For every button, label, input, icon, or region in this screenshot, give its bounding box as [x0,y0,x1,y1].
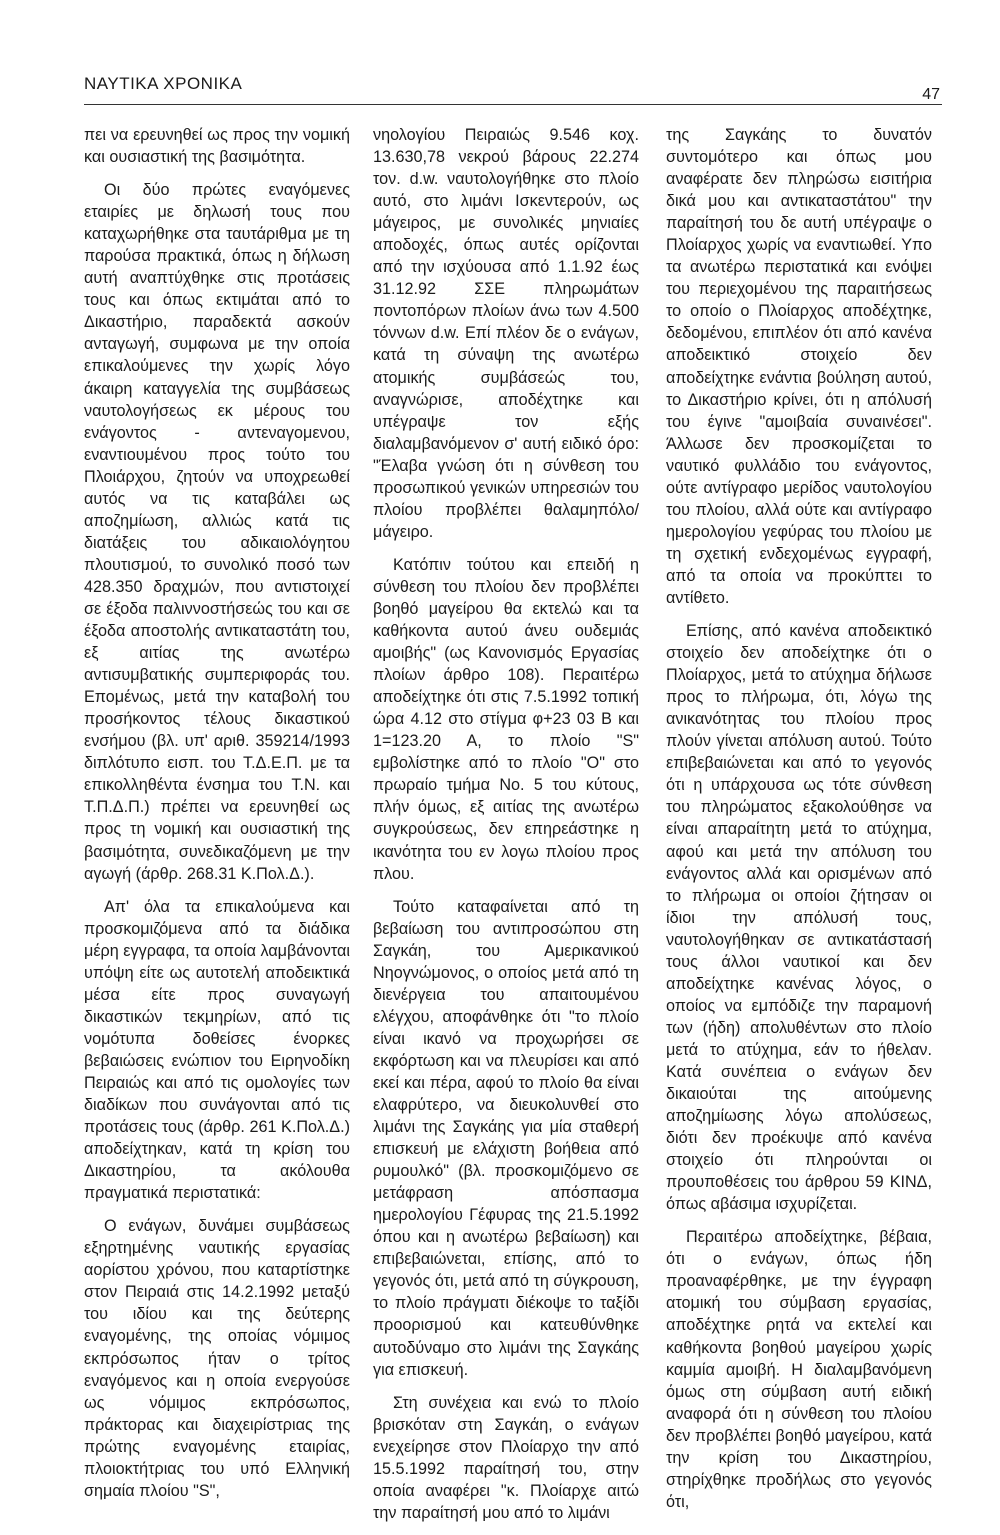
text-column-3 [666,124,932,1524]
text-column-1 [84,124,350,1513]
text-column-2 [373,124,639,1535]
running-head: ΝΑΥΤΙΚΑ ΧΡΟΝΙΚΑ [84,74,243,93]
paragraph: Επίσης, από κανένα αποδεικτικό στοιχείο δεν αποδείχτηκε ότι ο Πλοίαρχος, μετά το ατύχημα δήλωσε προς το πλήρωμα, ότι, λόγω της ανικανότητας του πλοίου προς πλούν γίνεται απόλυση αυτού. Τούτο επιβεβαιώνεται και από το γεγονός ότι η υπάρχουσα ως τότε σύνθεση του πληρώματος εξακολούθησε να είναι απαραίτητη μετά το ατύχημα, αφού και μετά την απόλυση του ενάγοντος αλλά και ορισμένων από το πλήρωμα οι οποίοι ζήτησαν οι ίδιοι την απόλυσή τους, ναυτολογήθηκαν σε αντικατάστασή τους άλλοι ναυτικοί και δεν αποδείχτηκε κανένας λόγος, ο οποίος να εμπόδιζε την παραμονή των (ήδη) απολυθέντων στο πλοίο μετά το ατύχημα, εάν το ήθελαν. Κατά συνέπεια ο ενάγων δεν δικαιούται της αιτούμενης αποζημίωσης λόγω απολύσεως, διότι δεν προέκυψε από κανένα στοιχείο ότι πληρούνται οι προυποθέσεις του άρθρου 59 ΚΙΝΔ, όπως αβάσιμα ισχυρίζεται. [666,622,932,1214]
paragraph: της Σαγκάης το δυνατόν συντομότερο και όπως μου αναφέρατε δεν πληρώσω εισιτήρια δικά μου και αντικαταστάτου" την παραίτησή του δε αυτή υπέγραψε ο Πλοίαρχος χωρίς να εναντιωθεί. Υπο τα ανωτέρω περιστατικά και ενόψει του περιεχομένου της παραιτήσεως το οποίο ο Πλοίαρχος αποδέχτηκε, δεδομένου, επιπλέον ότι από κανένα αποδεικτικό στοιχείο δεν αποδείχτηκε ενάντια βούληση αυτού, το Δικαστήριο κρίνει, ότι η απόλυσή του έγινε "αμοιβαία συναινέσει". Άλλωσε δεν προσκομίζεται το ναυτικό φυλλάδιο του ενάγοντος, ούτε αντίγραφο μερίδος ναυτολογίου του πλοίου, αλλά ούτε και αντίγραφο ημερολογίου γεφύρας του πλοίου με τη σχετική ενδεχομένως εγγραφή, από τα οποία να προκύπτει το αντίθετο. [666,126,932,607]
paragraph: Κατόπιν τούτου και επειδή η σύνθεση του πλοίου δεν προβλέπει βοηθό μαγείρου θα εκτελώ και τα καθήκοντα αυτού άνευ ουδεμιάς αμοιβής" (ως Κανονισμός Εργασίας πλοίων άρθρο 108). Περαιτέρω αποδείχτηκε ότι στις 7.5.1992 τοπική ώρα 4.12 στο στίγμα φ+23 03 Β και 1=123.20 Α, το πλοίο "S" εμβολίστηκε από το πλοίο "Ο" στο πρωραίο τμήμα No. 5 του κύτους, πλήν όμως, εξ αιτίας της ανωτέρω συγκρούσεως, δεν επηρεάστηκε η ικανότητα του εν λογω πλοίου προς πλου. [373,555,639,883]
paragraph: Απ' όλα τα επικαλούμενα και προσκομιζόμενα από τα διάδικα μέρη εγγραφα, τα οποία λαμβάνονται υπόψη είτε ως αυτοτελή αποδεικτικά μέσα είτε προς συναγωγή δικαστικών τεκμηρίων, από τις νομότυπα δοθείσες ένορκες βεβαιώσεις ενώπιον του Ειρηνοδίκη Πειραιώς και από τις ομολογίες των διαδίκων που συνάγονται από τις προτάσεις τους (άρθρ. 261 Κ.Πολ.Δ.) αποδείχτηκαν, κατά τη κρίση του Δικαστηρίου, τα ακόλουθα πραγματικά περιστατικά: [84,897,350,1203]
page-number: 47 [922,86,940,103]
paragraph: Οι δύο πρώτες εναγόμενες εταιρίες με δηλωσή τους που καταχωρήθηκε στα ταυτάριθμα με τη παρούσα πρακτικά, όπως η δήλωση αυτή αναπτύχθηκε στις προτάσεις τους και όπως εκτιμάται από το Δικαστήριο, παραδεκτά ασκούν ανταγωγή, συμφωνα με την οποία επικαλούμενες την χωρίς λόγο άκαιρη καταγγελία της συμβάσεως ναυτολογήσεως εκ μέρους του ενάγοντος - αντεναγομενου, εναντιουμένου προς τούτο του Πλοιάρχου, ζητούν να υποχρεωθεί αυτός να τις καταβάλει ως αποζημίωση, αλλιώς κατά τις διατάξεις του αδικαιολόγητου πλουτισμού, το συνολικό ποσό των 428.350 δραχμών, που αντιστοιχεί σε έξοδα παλιννοστήσεώς του και σε έξοδα αποστολής αντικαταστάτη του, εξ αιτίας της ανωτέρω αντισυμβατικής συμπεριφοράς του. Επομένως, μετά την καταβολή του προσήκοντος τέλους δικαστικού ενσήμου (βλ. υπ' αριθ. 359214/1993 διπλότυπο εισπ. του Τ.Δ.Ε.Π. με τα επικολληθέντα ένσημα του Τ.Ν. και Τ.Π.Δ.Π.) πρέπει να ερευνηθεί ως προς τη νομική και ουσιαστική της βασιμότητα, συνεδικαζόμενη με την αγωγή (άρθρ. 268.31 Κ.Πολ.Δ.). [84,181,350,883]
paragraph: νηολογίου Πειραιώς 9.546 κοχ. 13.630,78 νεκρού βάρους 22.274 τον. d.w. ναυτολογήθηκε στο πλοίο αυτό, στο λιμάνι Ισκεντερούν, ως μάγειρος, με συνολικές μηνιαίες αποδοχές, όπως αυτές ορίζονται από την ισχύουσα από 1.1.92 έως 31.12.92 ΣΣΕ πληρωμάτων ποντοπόρων πλοίων άνω των 4.500 τόννων d.w. Επί πλέον δε ο ενάγων, κατά τη σύναψη της ανωτέρω ατομικής συμβάσεώς του, αναγνώρισε, αποδέχτηκε και υπέγραψε τον εξής διαλαμβανόμενον σ' αυτή ειδικό όρο: "Έλαβα γνώση ότι η σύνθεση του προσωπικού γενικών υπηρεσιών του πλοίου προβλέπει θαλαμηπόλο/μάγειρο. [373,126,639,541]
paragraph: Τούτο καταφαίνεται από τη βεβαίωση του αντιπροσώπου στη Σαγκάη, του Αμερικανικού Νηογνώμονος, ο οποίος μετά από τη διενέργεια του απαιτουμένου ελέγχου, αποφάνθηκε ότι "το πλοίο είναι ικανό να προχωρήσει σε εκφόρτωση και να πλευρίσει και από εκεί και πέρα, αφού το πλοίο θα είναι ελαφρύτερο, να διευκολυνθεί στο λιμάνι της Σαγκάης για μία σταθερή επισκευή με ελάχιστη βοήθεια από ρυμουλκό" (βλ. προσκομιζόμενο σε μετάφραση απόσπασμα ημερολογίου Γέφυρας της 21.5.1992 όπου και η ανωτέρω βεβαίωση) και επιβεβαιώνεται, επίσης, από το γεγονός ότι, μετά από τη σύγκρουση, το πλοίο πράγματι διέκοψε το ταξίδι προορισμού και κατευθύνθηκε αυτοδύναμο στο λιμάνι της Σαγκάης για επισκευή. [373,897,639,1379]
paragraph: Στη συνέχεια και ενώ το πλοίο βρισκόταν στη Σαγκάη, ο ενάγων ενεχείρησε στον Πλοίαρχο την από 15.5.1992 παραίτησή του, στην οποία αναφέρει "κ. Πλοίαρχε αιτώ την παραίτησή μου από το λιμάνι [373,1393,639,1522]
paragraph: Περαιτέρω αποδείχτηκε, βέβαια, ότι ο ενάγων, όπως ήδη προαναφέρθηκε, με την έγγραφη ατομική του σύμβαση εργασίας, αποδέχτηκε ρητά να εκτελεί και καθήκοντα βοηθού μαγείρου χωρίς καμμία αμοιβή. Η διαλαμβανόμενη όμως στη σύμβαση αυτή ειδική αναφορά ότι η σύνθεση του πλοίου δεν προβλέπει βοηθό μαγείρου, κατά την κρίση του Δικαστηρίου, στηρίχθηκε προδήλως στο γεγονός ότι, [666,1228,932,1511]
paragraph: πει να ερευνηθεί ως προς την νομική και ουσιαστική της βασιμότητα. [84,126,350,167]
header-rule [84,104,942,105]
paragraph: Ο ενάγων, δυνάμει συμβάσεως εξηρτημένης ναυτικής εργασίας αορίστου χρόνου, που καταρτίστηκε στον Πειραιά στις 14.2.1992 μεταξύ του ιδίου και της δεύτερης εναγομένης, της οποίας νόμιμος εκπρόσωπος ήταν ο τρίτος εναγόμενος και η οποία ενεργούσε ως νόμιμος εκπρόσωπος, πράκτορας και διαχειρίστριας της πρώτης εναγομένης εταιρίας, πλοιοκτήτριας του υπό Ελληνική σημαία πλοίου "S", [84,1217,350,1500]
